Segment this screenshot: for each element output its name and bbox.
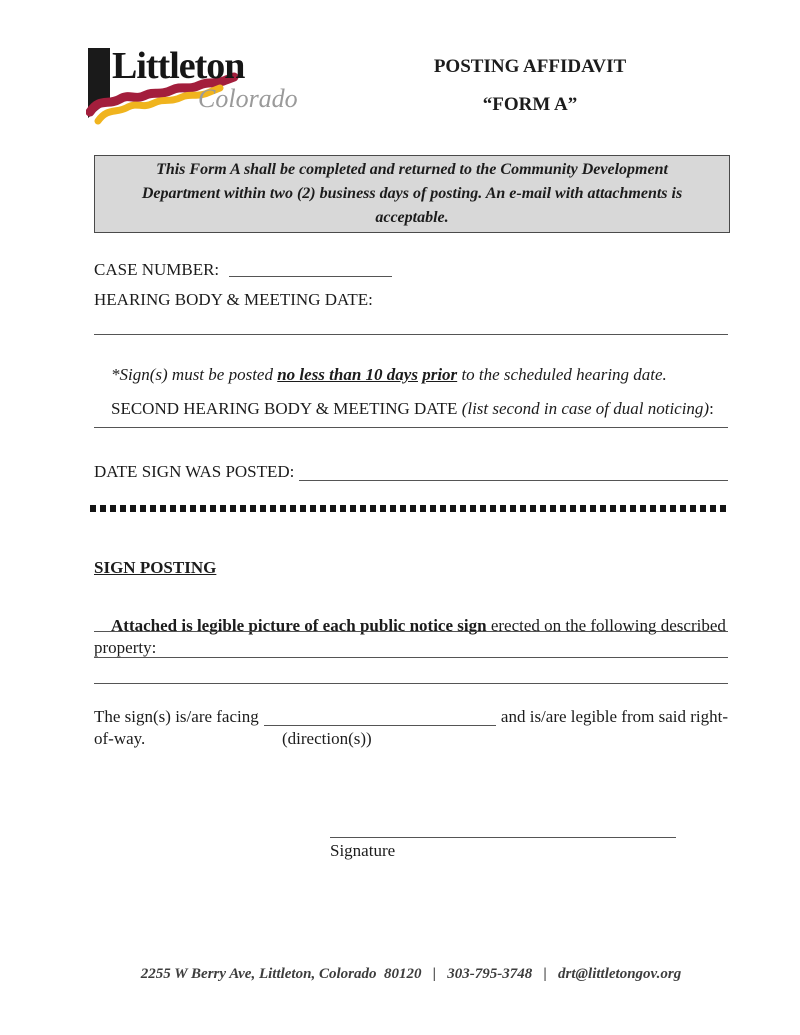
littleton-logo	[86, 42, 336, 127]
property-answer-line-1[interactable]	[94, 631, 728, 632]
facing-line-2	[94, 728, 728, 750]
form-title: POSTING AFFIDAVIT	[433, 56, 627, 77]
facing-wrap-text: of-way.	[94, 729, 146, 748]
facing-direction-blank[interactable]	[264, 706, 496, 726]
dotted-divider	[90, 505, 730, 512]
attached-statement-bold: Attached is legible picture of each public notice sign	[111, 616, 487, 635]
sign-note-emphasis-2: prior	[422, 365, 458, 384]
property-answer-line-3[interactable]	[94, 683, 728, 684]
attached-statement-rest: erected on the following described property:	[94, 616, 731, 657]
second-hearing-colon: :	[709, 399, 714, 418]
logo-city-name: Littleton	[112, 45, 245, 87]
property-answer-line-2[interactable]	[94, 657, 728, 658]
date-posted-blank[interactable]	[299, 461, 728, 481]
form-title-block	[380, 57, 680, 115]
direction-caption: (direction(s))	[282, 729, 372, 748]
notice-box	[94, 155, 730, 233]
facing-statement	[94, 706, 728, 750]
second-hearing-answer-line[interactable]	[94, 427, 728, 428]
hearing-body-label: HEARING BODY & MEETING DATE:	[94, 290, 373, 309]
logo-state-name: Colorado	[198, 84, 298, 113]
hearing-body-answer-line[interactable]	[94, 334, 728, 335]
second-hearing-note: (list second in case of dual noticing)	[461, 399, 710, 418]
case-number-label: CASE NUMBER:	[94, 260, 220, 279]
facing-suffix: and is/are legible from said right-	[500, 707, 728, 726]
second-hearing-label: SECOND HEARING BODY & MEETING DATE	[111, 399, 462, 418]
case-number-row	[94, 259, 728, 281]
notice-text: This Form A shall be completed and returned to the Community Development Department within two (2) business days of posting. An e-mail with attachments is acceptable.	[141, 161, 683, 226]
sign-note-emphasis-1: no less than 10 days	[277, 365, 418, 384]
signature-label: Signature	[330, 841, 396, 860]
second-hearing-row	[94, 376, 728, 442]
sign-note-suffix: to the scheduled hearing date.	[457, 365, 667, 384]
hearing-body-row	[94, 289, 728, 311]
case-number-blank[interactable]	[229, 276, 392, 277]
signature-line[interactable]	[330, 837, 676, 838]
form-subtitle: “FORM A”	[482, 94, 578, 115]
sign-note-prefix: *Sign(s) must be posted	[111, 365, 278, 384]
facing-line-1	[94, 706, 728, 728]
date-posted-label: DATE SIGN WAS POSTED:	[94, 462, 295, 481]
date-posted-row	[94, 461, 728, 483]
footer-contact: 2255 W Berry Ave, Littleton, Colorado 80120 | 303-795-3748 | drt@littletongov.org	[140, 966, 682, 982]
facing-prefix: The sign(s) is/are facing	[94, 707, 259, 726]
attached-statement	[94, 593, 731, 681]
sign-posting-heading: SIGN POSTING	[94, 558, 217, 577]
signature-block	[94, 837, 676, 862]
